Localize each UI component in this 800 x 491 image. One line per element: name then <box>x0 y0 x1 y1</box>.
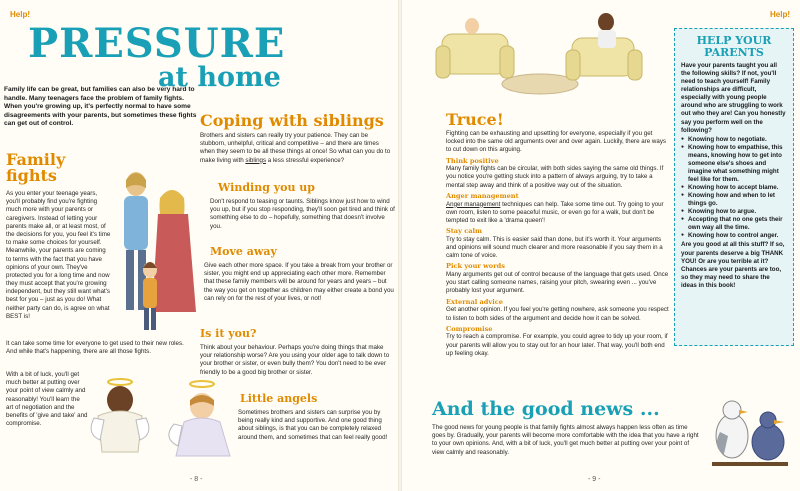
list-item: ● Knowing how and when to let things go. <box>681 192 787 208</box>
is-it-you-heading: Is it you? <box>200 327 257 340</box>
right-page <box>402 0 800 491</box>
family-fights-heading-line1: Family <box>6 150 66 169</box>
intro-paragraph: Family life can be great, but families can also be very hard to handle. Many teenagers face the problem of family fights. When you're growing up, it's perfectly normal to have some disagreements with your parents, but sometimes these fights can get out of control. <box>4 86 197 128</box>
help-parents-title <box>681 35 787 58</box>
external-advice-text: Get another opinion. If you feel you're getting nowhere, ask someone you respect to listen to both sides of the argument and decide how it can be solved. <box>446 306 669 322</box>
help-parents-outro: Are you good at all this stuff? If so, your parents deserve a big THANK YOU! Or are you terrible at it? Chances are your parents are too, so they may need to share the ideas in this book! <box>681 241 785 289</box>
coping-text-part2: a less stressful experience? <box>266 156 345 164</box>
help-parents-title-line2: PARENTS <box>704 45 764 59</box>
is-it-you-text: Think about your behaviour. Perhaps you're doing things that make your relationship worse? Are you using your older age to talk down to your brother or sister, or even bully them? You don't need to be ever friendly to be a good big brother or sister. <box>200 344 390 376</box>
left-page <box>0 0 398 491</box>
family-fights-heading-line2: fights <box>6 166 57 185</box>
little-angels-heading: Little angels <box>240 392 318 405</box>
coping-heading: Coping with siblings <box>200 111 384 130</box>
family-fights-p1: As you enter your teenage years, you'll probably find you're fighting much more with your parents or caregivers. Instead of letting your parents make all, or at least most, of the decisions for you, you feel it's time to make some choices for yourself. Meanwhile, your parents are coming to terms with the fact that you have opinions of your own. They've protected you for a long time and now they must accept that you're growing independent, but they still want what's best for you – just as you do! What neither party can do, is agree on what BEST is! <box>6 190 111 320</box>
winding-heading: Winding you up <box>218 181 315 194</box>
list-item: ● Knowing how to accept blame. <box>681 184 787 192</box>
page-number: - 9 - <box>588 476 601 483</box>
anger-text <box>446 201 670 226</box>
coping-text-part1: Brothers and sisters can really try your patience. They can be stubborn, unhelpful, critical and competitive – and there are times when they seem to be all these things at once! So what can you do to make living with <box>200 132 391 164</box>
anger-heading: Anger management <box>446 191 519 200</box>
birds-illustration <box>702 392 794 472</box>
family-fights-p2: It can take some time for everyone to get used to their new roles. And while that's happening, there are all those fights. <box>6 340 184 356</box>
move-away-heading: Move away <box>210 245 277 258</box>
list-item: ● Knowing how to empathise, this means, knowing how to get into someone else's shoes and imagine what something might feel like for them. <box>681 144 787 184</box>
angels-illustration <box>90 376 240 472</box>
list-item: ● Knowing how to negotiate. <box>681 136 787 144</box>
page-title: PRESSURE <box>28 20 286 67</box>
think-positive-heading: Think positive <box>446 156 499 165</box>
stay-calm-heading: Stay calm <box>446 227 482 236</box>
compromise-heading: Compromise <box>446 324 493 333</box>
family-fights-text <box>6 190 112 321</box>
good-news-text: The good news for young people is that family fights almost always happen less often as time goes by. Gradually, your parents will become more comfortable with the idea that you have a right to your own opinions. And, with a bit of luck, you'll get much better at putting over your point of view calmly and reasonably. <box>432 424 699 456</box>
anger-text-body: techniques can help. Take some time out. Try going to your own room, listen to some peaceful music, or even go for a walk, but don't be tempted to exit like a 'drama queen'! <box>446 200 664 224</box>
list-item: ● Knowing how to control anger. <box>681 232 787 240</box>
winding-text: Don't respond to teasing or taunts. Siblings know just how to wind you up, but if you stop responding, they'll soon get tired and think of something else to do – hopefully, something that doesn't involve you. <box>210 198 395 230</box>
pick-words-text: Many arguments get out of control because of the language that gets used. Once you start calling someone names, raising your pitch, swearing even ... you've probably lost your argument. <box>446 271 669 295</box>
pick-words-heading: Pick your words <box>446 262 506 271</box>
good-news-heading: And the good news ... <box>432 398 660 420</box>
family-fights-heading <box>6 152 65 184</box>
family-illustration <box>116 162 200 340</box>
help-tag: Help! <box>10 10 30 19</box>
help-parents-intro: Have your parents taught you all the following skills? If not, you'll need to teach yourself! Family relationships are difficult, especially with young people around who are struggling to work out who they are! Can you honestly say you perform well on the following? <box>681 62 786 134</box>
truce-intro: Fighting can be exhausting and upsetting for everyone, especially if you get locked into the same old arguments over and over again. Luckily, there are ways to cut down on this arguing. <box>446 130 667 154</box>
living-room-illustration <box>422 4 662 100</box>
help-parents-title-line1: HELP YOUR <box>696 34 772 47</box>
page-subtitle: at home <box>158 62 281 93</box>
list-item: ● Accepting that no one gets their own way all the time. <box>681 216 787 232</box>
page-number: - 8 - <box>190 476 203 483</box>
truce-heading: Truce! <box>446 110 504 129</box>
help-tag: Help! <box>770 10 790 19</box>
external-advice-heading: External advice <box>446 297 503 306</box>
truce-section <box>446 130 670 358</box>
compromise-text: Try to reach a compromise. For example, you could agree to tidy up your room, if your parents will allow you to stay out for an hour later. That way, you'll both end up feeling okay. <box>446 333 668 357</box>
siblings-link[interactable]: siblings <box>245 156 267 164</box>
list-item: ● Knowing how to argue. <box>681 208 787 216</box>
move-away-text: Give each other more space. If you take a break from your brother or sister, you might end up appreciating each other more. Remember that these family members will be around for years and years – but the way you get on together as children may either create a bond you can rely on for the rest of your lives, or not! <box>204 262 394 302</box>
coping-text <box>200 132 394 165</box>
skills-list <box>681 136 787 241</box>
help-parents-box <box>674 28 794 346</box>
think-positive-text: Many family fights can be circular, with both sides saying the same old things. If you notice you're getting stuck into a pattern of always arguing, try to take a mental step away and think of a positive way out of the situation. <box>446 165 664 189</box>
family-fights-p3: With a bit of luck, you'll get much better at putting over your point of view calmly and reasonably! You'll learn the art of negotiation and the benefits of 'give and take' and compromise. <box>6 371 88 428</box>
anger-management-link[interactable]: Anger management <box>446 200 501 208</box>
stay-calm-text: Try to stay calm. This is easier said than done, but it's worth it. Your arguments and opinions will sound much clearer and more reasonable if you say them in a calm tone of voice. <box>446 235 663 260</box>
little-angels-text: Sometimes brothers and sisters can surprise you by being really kind and supportive. And one good thing about siblings, is that you can be completely relaxed around them, and sometimes that can feel really good! <box>238 409 388 441</box>
